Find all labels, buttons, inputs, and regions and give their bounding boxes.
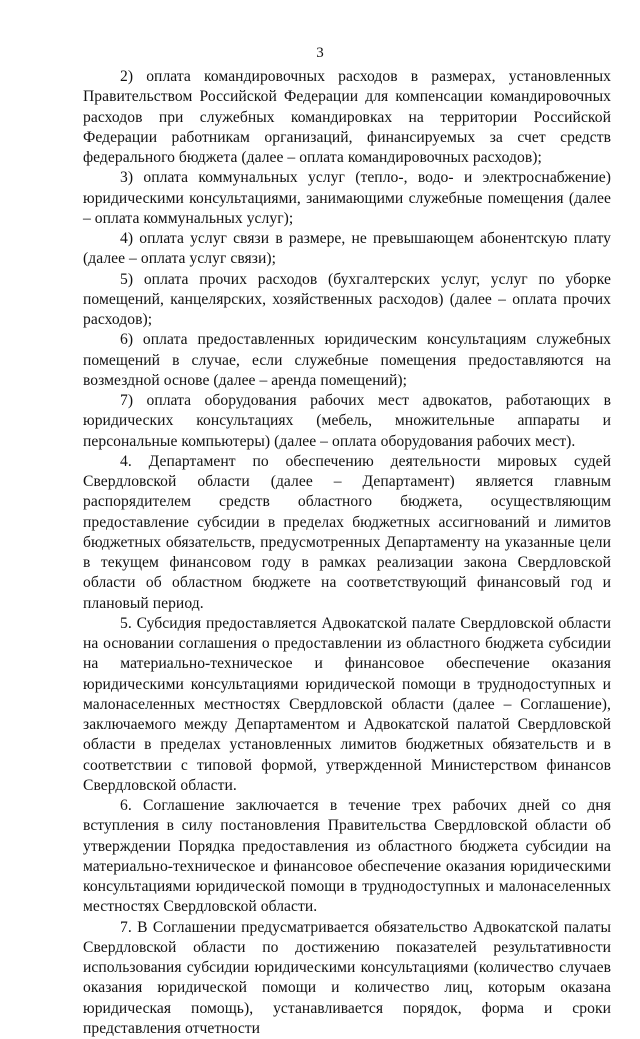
paragraph-item-4-communications: 4) оплата услуг связи в размере, не превышающем абонентскую плату (далее – оплата услуг связи); (83, 229, 611, 270)
paragraph-section-4-department: 4. Департамент по обеспечению деятельности мировых судей Свердловской области (далее – Департамент) является главным распорядителем средств областного бюджета, осуществляющим предоставление субсидии в пределах бюджетных ассигнований и лимитов бюджетных обязательств, предусмотренных Департаменту на указанные цели в текущем финансовом году в рамках реализации закона Свердловской области об областном бюджете на соответствующий финансовый год и плановый период. (83, 452, 611, 614)
paragraph-section-5-subsidy: 5. Субсидия предоставляется Адвокатской палате Свердловской области на основании соглашения о предоставлении из областного бюджета субсидии на материально-техническое и финансовое обеспечение оказания юридическими консультациями юридической помощи в труднодоступных и малонаселенных местностях Свердловской области (далее – Соглашение), заключаемого между Департаментом и Адвокатской палатой Свердловской области в пределах установленных лимитов бюджетных обязательств и в соответствии с типовой формой, утвержденной Министерством финансов Свердловской области. (83, 614, 611, 796)
paragraph-item-7-workplace-equipment: 7) оплата оборудования рабочих мест адвокатов, работающих в юридических консультациях (мебель, множительные аппараты и персональные компьютеры) (далее – оплата оборудования рабочих мест). (83, 391, 611, 452)
paragraph-item-3-utilities: 3) оплата коммунальных услуг (тепло-, водо- и электроснабжение) юридическими консультациями, занимающими служебные помещения (далее – оплата коммунальных услуг); (83, 168, 611, 229)
document-body (83, 67, 611, 1039)
page-number: 3 (0, 44, 640, 62)
paragraph-item-6-premises-rent: 6) оплата предоставленных юридическим консультациям служебных помещений в случае, если служебные помещения предоставляются на возмездной основе (далее – аренда помещений); (83, 330, 611, 391)
paragraph-section-6-agreement: 6. Соглашение заключается в течение трех рабочих дней со дня вступления в силу постановления Правительства Свердловской области об утверждении Порядка предоставления из областного бюджета субсидии на материально-техническое и финансовое обеспечение оказания юридическими консультациями юридической помощи в труднодоступных и малонаселенных местностях Свердловской области. (83, 796, 611, 918)
paragraph-item-2-travel-expenses: 2) оплата командировочных расходов в размерах, установленных Правительством Российской Федерации для компенсации командировочных расходов при служебных командировках на территории Российской Федерации работникам организаций, финансируемых за счет средств федерального бюджета (далее – оплата командировочных расходов); (83, 67, 611, 168)
paragraph-item-5-other-expenses: 5) оплата прочих расходов (бухгалтерских услуг, услуг по уборке помещений, канцелярских, хозяйственных расходов) (далее – оплата прочих расходов); (83, 270, 611, 331)
paragraph-section-7-obligations: 7. В Соглашении предусматривается обязательство Адвокатской палаты Свердловской области по достижению показателей результативности использования субсидии юридическими консультациями (количество случаев оказания юридической помощи и количество лиц, которым оказана юридическая помощь), устанавливается порядок, форма и сроки представления отчетности (83, 918, 611, 1039)
